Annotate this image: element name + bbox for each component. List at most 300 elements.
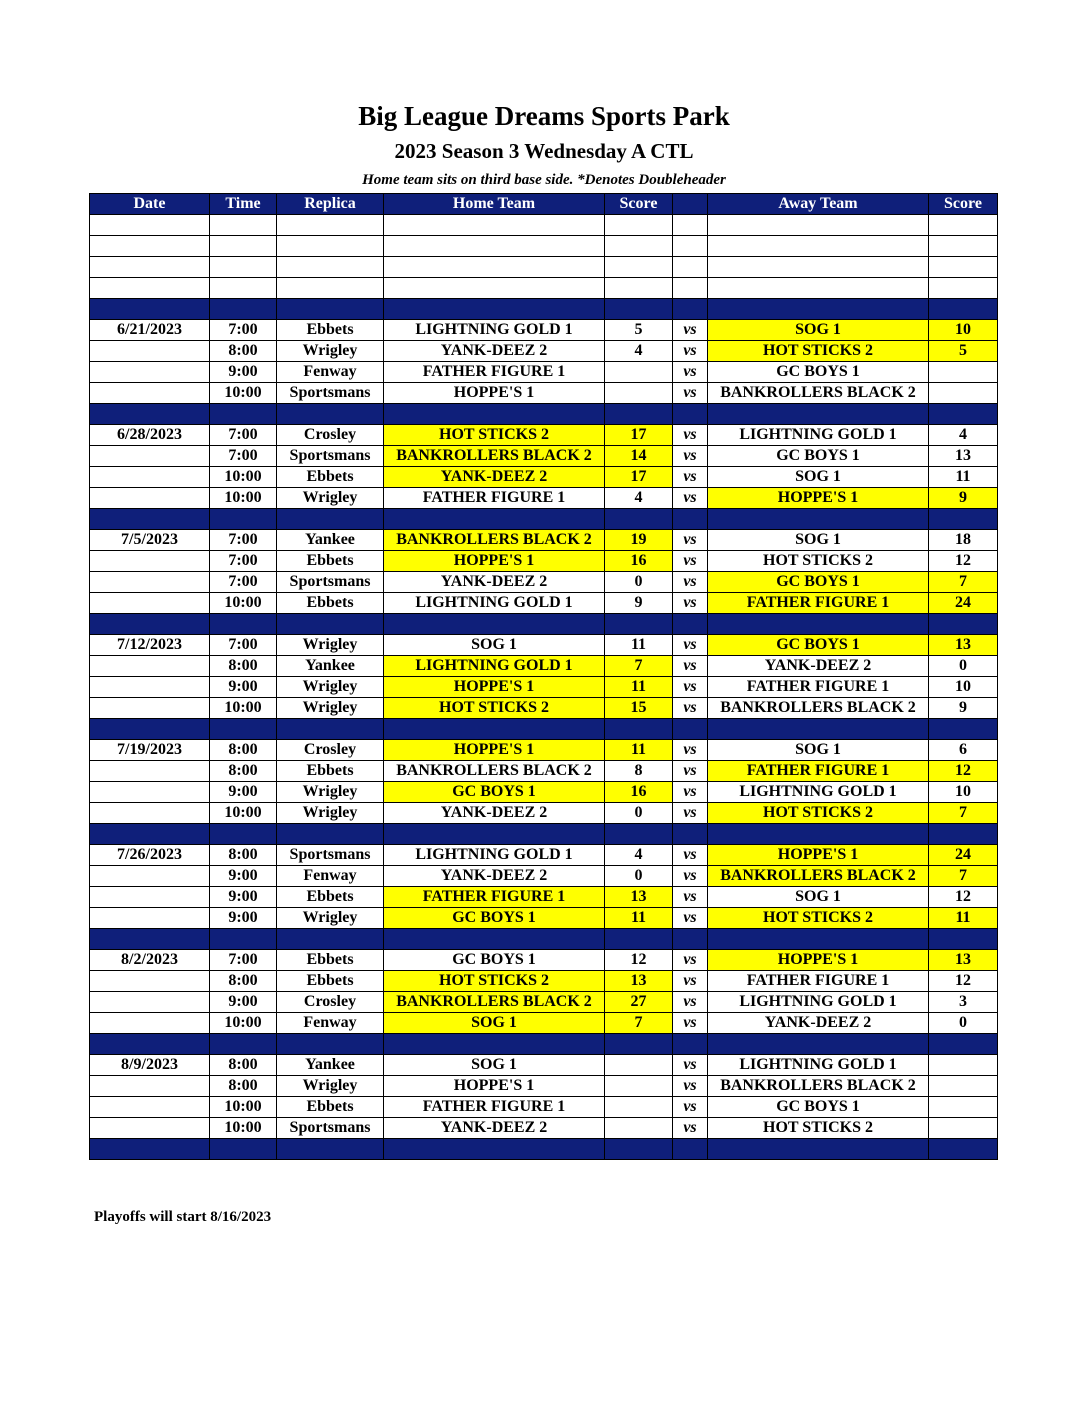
away-team: HOPPE'S 1 xyxy=(708,950,929,971)
empty-cell xyxy=(277,236,384,257)
home-team: YANK-DEEZ 2 xyxy=(384,341,605,362)
away-score: 11 xyxy=(929,467,998,488)
away-score: 0 xyxy=(929,1013,998,1034)
home-score xyxy=(605,1076,673,1097)
game-replica: Crosley xyxy=(277,740,384,761)
game-replica: Wrigley xyxy=(277,908,384,929)
game-date: 8/2/2023 xyxy=(90,950,210,971)
game-row xyxy=(90,593,998,614)
season-subtitle: 2023 Season 3 Wednesday A CTL xyxy=(394,139,694,163)
empty-cell xyxy=(384,404,605,425)
vs-label: vs xyxy=(673,425,708,446)
vs-label: vs xyxy=(673,635,708,656)
game-time: 8:00 xyxy=(210,845,277,866)
empty-cell xyxy=(929,614,998,635)
vs-label: vs xyxy=(673,530,708,551)
empty-cell xyxy=(605,929,673,950)
home-score: 11 xyxy=(605,908,673,929)
empty-cell xyxy=(673,614,708,635)
away-score: 12 xyxy=(929,971,998,992)
away-team: BANKROLLERS BLACK 2 xyxy=(708,866,929,887)
game-date xyxy=(90,1013,210,1034)
empty-cell xyxy=(708,215,929,236)
empty-cell xyxy=(210,299,277,320)
game-date xyxy=(90,866,210,887)
playoffs-note: Playoffs will start 8/16/2023 xyxy=(94,1209,272,1225)
away-team: BANKROLLERS BLACK 2 xyxy=(708,383,929,404)
game-time: 7:00 xyxy=(210,530,277,551)
game-date: 8/9/2023 xyxy=(90,1055,210,1076)
away-team: FATHER FIGURE 1 xyxy=(708,761,929,782)
empty-cell xyxy=(605,719,673,740)
away-team: LIGHTNING GOLD 1 xyxy=(708,782,929,803)
game-date xyxy=(90,446,210,467)
empty-cell xyxy=(210,1034,277,1055)
home-team: GC BOYS 1 xyxy=(384,908,605,929)
vs-label: vs xyxy=(673,1097,708,1118)
empty-cell xyxy=(929,719,998,740)
game-row xyxy=(90,950,998,971)
game-date xyxy=(90,971,210,992)
header-away-score: Score xyxy=(929,194,998,215)
home-team-note: Home team sits on third base side. *Denotes Doubleheader xyxy=(362,172,726,188)
away-team: GC BOYS 1 xyxy=(708,362,929,383)
empty-cell xyxy=(673,257,708,278)
away-score: 12 xyxy=(929,761,998,782)
empty-cell xyxy=(673,299,708,320)
away-score: 18 xyxy=(929,530,998,551)
away-team: GC BOYS 1 xyxy=(708,446,929,467)
empty-cell xyxy=(210,215,277,236)
game-time: 10:00 xyxy=(210,698,277,719)
empty-cell xyxy=(708,278,929,299)
empty-cell xyxy=(673,929,708,950)
away-score: 24 xyxy=(929,593,998,614)
game-row xyxy=(90,803,998,824)
empty-cell xyxy=(384,1139,605,1160)
empty-cell xyxy=(708,236,929,257)
game-row xyxy=(90,971,998,992)
empty-cell xyxy=(90,824,210,845)
game-row xyxy=(90,488,998,509)
home-team: FATHER FIGURE 1 xyxy=(384,1097,605,1118)
game-row xyxy=(90,908,998,929)
vs-label: vs xyxy=(673,467,708,488)
empty-cell xyxy=(605,236,673,257)
game-date xyxy=(90,1076,210,1097)
game-replica: Sportsmans xyxy=(277,572,384,593)
week-separator-row xyxy=(90,1034,998,1055)
empty-cell xyxy=(605,1139,673,1160)
away-score xyxy=(929,1097,998,1118)
home-team: GC BOYS 1 xyxy=(384,782,605,803)
away-team: FATHER FIGURE 1 xyxy=(708,593,929,614)
empty-cell xyxy=(384,1034,605,1055)
game-row xyxy=(90,845,998,866)
game-row xyxy=(90,446,998,467)
home-team: GC BOYS 1 xyxy=(384,950,605,971)
game-row xyxy=(90,425,998,446)
game-row xyxy=(90,761,998,782)
empty-cell xyxy=(210,278,277,299)
empty-cell xyxy=(90,215,210,236)
empty-cell xyxy=(384,929,605,950)
empty-cell xyxy=(90,509,210,530)
home-score: 11 xyxy=(605,740,673,761)
vs-label: vs xyxy=(673,761,708,782)
empty-cell xyxy=(673,1139,708,1160)
game-time: 10:00 xyxy=(210,1118,277,1139)
home-team: BANKROLLERS BLACK 2 xyxy=(384,530,605,551)
empty-cell xyxy=(384,824,605,845)
home-team: YANK-DEEZ 2 xyxy=(384,866,605,887)
game-row xyxy=(90,320,998,341)
home-team: HOT STICKS 2 xyxy=(384,971,605,992)
vs-label: vs xyxy=(673,677,708,698)
away-team: FATHER FIGURE 1 xyxy=(708,971,929,992)
blank-row xyxy=(90,257,998,278)
game-time: 9:00 xyxy=(210,866,277,887)
home-score: 4 xyxy=(605,488,673,509)
empty-cell xyxy=(708,824,929,845)
week-separator-row xyxy=(90,404,998,425)
home-score: 16 xyxy=(605,782,673,803)
game-row xyxy=(90,1118,998,1139)
game-row xyxy=(90,740,998,761)
home-score xyxy=(605,1055,673,1076)
game-row xyxy=(90,782,998,803)
empty-cell xyxy=(605,1034,673,1055)
away-team: YANK-DEEZ 2 xyxy=(708,1013,929,1034)
vs-label: vs xyxy=(673,320,708,341)
game-replica: Crosley xyxy=(277,425,384,446)
game-date: 7/26/2023 xyxy=(90,845,210,866)
empty-cell xyxy=(708,1034,929,1055)
empty-cell xyxy=(384,509,605,530)
game-replica: Wrigley xyxy=(277,782,384,803)
home-score xyxy=(605,383,673,404)
game-time: 8:00 xyxy=(210,656,277,677)
game-date: 7/12/2023 xyxy=(90,635,210,656)
empty-cell xyxy=(384,215,605,236)
empty-cell xyxy=(277,299,384,320)
vs-label: vs xyxy=(673,950,708,971)
empty-cell xyxy=(605,299,673,320)
away-team: SOG 1 xyxy=(708,467,929,488)
vs-label: vs xyxy=(673,803,708,824)
game-time: 10:00 xyxy=(210,803,277,824)
game-row xyxy=(90,656,998,677)
home-team: HOT STICKS 2 xyxy=(384,698,605,719)
away-team: LIGHTNING GOLD 1 xyxy=(708,992,929,1013)
home-score: 9 xyxy=(605,593,673,614)
empty-cell xyxy=(90,299,210,320)
home-score: 7 xyxy=(605,1013,673,1034)
game-row xyxy=(90,572,998,593)
empty-cell xyxy=(277,278,384,299)
empty-cell xyxy=(90,929,210,950)
empty-cell xyxy=(673,509,708,530)
header-home-team: Home Team xyxy=(384,194,605,215)
empty-cell xyxy=(210,1139,277,1160)
game-time: 8:00 xyxy=(210,341,277,362)
away-team: BANKROLLERS BLACK 2 xyxy=(708,698,929,719)
game-row xyxy=(90,698,998,719)
game-date: 6/28/2023 xyxy=(90,425,210,446)
week-separator-row xyxy=(90,719,998,740)
vs-label: vs xyxy=(673,383,708,404)
vs-label: vs xyxy=(673,488,708,509)
week-separator-row xyxy=(90,299,998,320)
game-time: 8:00 xyxy=(210,1076,277,1097)
home-score: 16 xyxy=(605,551,673,572)
home-team: HOPPE'S 1 xyxy=(384,740,605,761)
vs-label: vs xyxy=(673,1055,708,1076)
game-date: 7/19/2023 xyxy=(90,740,210,761)
game-replica: Ebbets xyxy=(277,467,384,488)
empty-cell xyxy=(708,719,929,740)
game-replica: Ebbets xyxy=(277,950,384,971)
empty-cell xyxy=(277,509,384,530)
home-score: 11 xyxy=(605,677,673,698)
header-date: Date xyxy=(90,194,210,215)
game-row xyxy=(90,992,998,1013)
game-row xyxy=(90,383,998,404)
game-row xyxy=(90,1097,998,1118)
game-time: 7:00 xyxy=(210,950,277,971)
vs-label: vs xyxy=(673,698,708,719)
game-row xyxy=(90,1055,998,1076)
game-time: 7:00 xyxy=(210,572,277,593)
blank-row xyxy=(90,215,998,236)
empty-cell xyxy=(929,1034,998,1055)
home-score xyxy=(605,1118,673,1139)
empty-cell xyxy=(210,509,277,530)
away-score: 13 xyxy=(929,635,998,656)
empty-cell xyxy=(708,509,929,530)
home-score: 19 xyxy=(605,530,673,551)
empty-cell xyxy=(929,404,998,425)
game-replica: Fenway xyxy=(277,362,384,383)
home-team: LIGHTNING GOLD 1 xyxy=(384,656,605,677)
away-team: LIGHTNING GOLD 1 xyxy=(708,1055,929,1076)
game-row xyxy=(90,341,998,362)
game-replica: Sportsmans xyxy=(277,1118,384,1139)
game-date xyxy=(90,908,210,929)
empty-cell xyxy=(384,719,605,740)
empty-cell xyxy=(605,824,673,845)
game-time: 7:00 xyxy=(210,425,277,446)
game-replica: Wrigley xyxy=(277,677,384,698)
vs-label: vs xyxy=(673,341,708,362)
empty-cell xyxy=(929,1139,998,1160)
empty-cell xyxy=(929,929,998,950)
home-score: 13 xyxy=(605,887,673,908)
week-separator-row xyxy=(90,824,998,845)
empty-cell xyxy=(277,404,384,425)
game-date xyxy=(90,572,210,593)
vs-label: vs xyxy=(673,887,708,908)
header-home-score: Score xyxy=(605,194,673,215)
home-team: SOG 1 xyxy=(384,635,605,656)
vs-label: vs xyxy=(673,740,708,761)
game-row xyxy=(90,467,998,488)
empty-cell xyxy=(210,236,277,257)
game-time: 8:00 xyxy=(210,761,277,782)
home-score: 8 xyxy=(605,761,673,782)
away-score: 3 xyxy=(929,992,998,1013)
game-time: 7:00 xyxy=(210,320,277,341)
empty-cell xyxy=(210,257,277,278)
home-team: HOPPE'S 1 xyxy=(384,383,605,404)
header-row xyxy=(90,194,998,215)
empty-cell xyxy=(90,236,210,257)
game-time: 7:00 xyxy=(210,635,277,656)
away-team: HOT STICKS 2 xyxy=(708,551,929,572)
away-team: HOT STICKS 2 xyxy=(708,908,929,929)
game-replica: Yankee xyxy=(277,656,384,677)
empty-cell xyxy=(929,509,998,530)
game-row xyxy=(90,530,998,551)
empty-cell xyxy=(929,299,998,320)
away-team: SOG 1 xyxy=(708,740,929,761)
vs-label: vs xyxy=(673,1013,708,1034)
game-date xyxy=(90,887,210,908)
empty-cell xyxy=(708,614,929,635)
home-score: 17 xyxy=(605,467,673,488)
vs-label: vs xyxy=(673,656,708,677)
header-time: Time xyxy=(210,194,277,215)
home-score: 5 xyxy=(605,320,673,341)
home-score xyxy=(605,1097,673,1118)
home-score: 17 xyxy=(605,425,673,446)
away-score: 10 xyxy=(929,320,998,341)
vs-label: vs xyxy=(673,971,708,992)
empty-cell xyxy=(210,824,277,845)
away-score: 4 xyxy=(929,425,998,446)
schedule-table xyxy=(89,193,998,1160)
blank-row xyxy=(90,236,998,257)
empty-cell xyxy=(929,215,998,236)
home-team: FATHER FIGURE 1 xyxy=(384,887,605,908)
game-row xyxy=(90,1076,998,1097)
empty-cell xyxy=(210,719,277,740)
game-row xyxy=(90,866,998,887)
empty-cell xyxy=(605,278,673,299)
game-row xyxy=(90,362,998,383)
away-score: 9 xyxy=(929,488,998,509)
empty-cell xyxy=(673,236,708,257)
empty-cell xyxy=(605,509,673,530)
empty-cell xyxy=(673,215,708,236)
empty-cell xyxy=(277,1139,384,1160)
game-replica: Ebbets xyxy=(277,1097,384,1118)
home-score: 27 xyxy=(605,992,673,1013)
home-team: FATHER FIGURE 1 xyxy=(384,362,605,383)
game-time: 10:00 xyxy=(210,1013,277,1034)
empty-cell xyxy=(708,299,929,320)
empty-cell xyxy=(277,614,384,635)
week-separator-row xyxy=(90,929,998,950)
game-replica: Ebbets xyxy=(277,320,384,341)
away-score: 10 xyxy=(929,782,998,803)
away-score xyxy=(929,1055,998,1076)
game-row xyxy=(90,677,998,698)
away-score: 7 xyxy=(929,866,998,887)
game-time: 10:00 xyxy=(210,383,277,404)
home-team: HOPPE'S 1 xyxy=(384,1076,605,1097)
game-date xyxy=(90,488,210,509)
week-separator-row xyxy=(90,1139,998,1160)
game-time: 9:00 xyxy=(210,908,277,929)
empty-cell xyxy=(90,1034,210,1055)
home-team: LIGHTNING GOLD 1 xyxy=(384,320,605,341)
empty-cell xyxy=(384,278,605,299)
game-replica: Sportsmans xyxy=(277,446,384,467)
game-time: 7:00 xyxy=(210,446,277,467)
vs-label: vs xyxy=(673,908,708,929)
week-separator-row xyxy=(90,614,998,635)
home-score: 12 xyxy=(605,950,673,971)
empty-cell xyxy=(277,257,384,278)
empty-cell xyxy=(90,719,210,740)
vs-label: vs xyxy=(673,1118,708,1139)
game-replica: Fenway xyxy=(277,866,384,887)
empty-cell xyxy=(708,1139,929,1160)
away-score xyxy=(929,1118,998,1139)
home-score: 4 xyxy=(605,341,673,362)
game-replica: Ebbets xyxy=(277,971,384,992)
away-team: HOT STICKS 2 xyxy=(708,341,929,362)
game-replica: Ebbets xyxy=(277,551,384,572)
game-time: 8:00 xyxy=(210,971,277,992)
away-team: SOG 1 xyxy=(708,320,929,341)
header-vs xyxy=(673,194,708,215)
game-replica: Ebbets xyxy=(277,761,384,782)
game-date xyxy=(90,467,210,488)
away-score: 6 xyxy=(929,740,998,761)
away-team: SOG 1 xyxy=(708,887,929,908)
empty-cell xyxy=(929,257,998,278)
game-time: 10:00 xyxy=(210,488,277,509)
empty-cell xyxy=(210,929,277,950)
game-replica: Sportsmans xyxy=(277,845,384,866)
home-score: 13 xyxy=(605,971,673,992)
empty-cell xyxy=(673,1034,708,1055)
vs-label: vs xyxy=(673,1076,708,1097)
game-date xyxy=(90,803,210,824)
empty-cell xyxy=(90,278,210,299)
game-replica: Fenway xyxy=(277,1013,384,1034)
home-team: LIGHTNING GOLD 1 xyxy=(384,845,605,866)
game-date xyxy=(90,551,210,572)
empty-cell xyxy=(384,299,605,320)
week-separator-row xyxy=(90,509,998,530)
home-score: 0 xyxy=(605,572,673,593)
away-score: 13 xyxy=(929,446,998,467)
away-team: GC BOYS 1 xyxy=(708,635,929,656)
empty-cell xyxy=(673,404,708,425)
away-score: 7 xyxy=(929,803,998,824)
game-replica: Sportsmans xyxy=(277,383,384,404)
away-team: HOT STICKS 2 xyxy=(708,803,929,824)
home-team: BANKROLLERS BLACK 2 xyxy=(384,761,605,782)
vs-label: vs xyxy=(673,593,708,614)
game-date: 7/5/2023 xyxy=(90,530,210,551)
game-date xyxy=(90,1118,210,1139)
away-team: YANK-DEEZ 2 xyxy=(708,656,929,677)
empty-cell xyxy=(384,236,605,257)
